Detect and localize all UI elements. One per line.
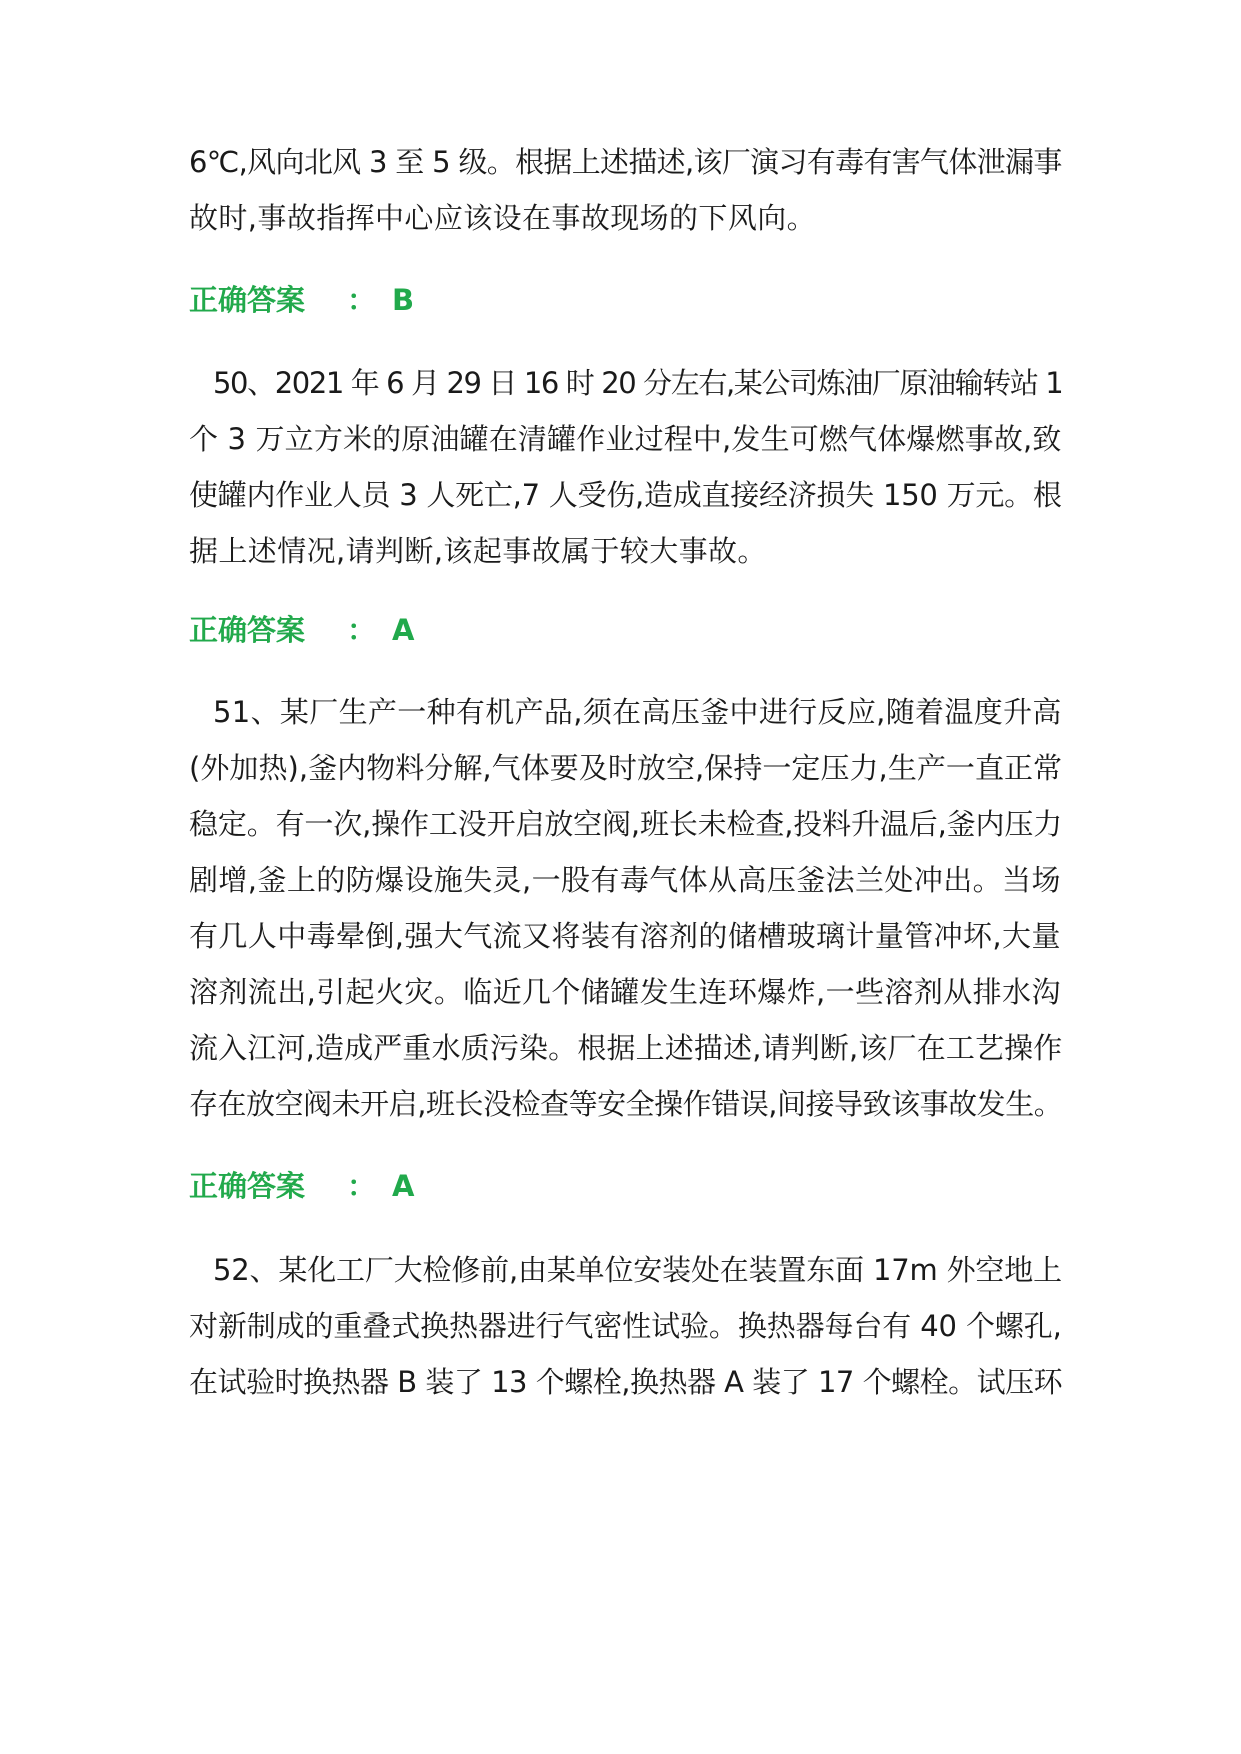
question-51-line-3: 稳定。有一次,操作工没开启放空阀,班长未检查,投料升温后,釜内压力 (189, 807, 1063, 841)
question-51-line-6: 溶剂流出,引起火灾。临近几个储罐发生连环爆炸,一些溶剂从排水沟 (189, 975, 1061, 1009)
answer-colon: ： (347, 283, 377, 317)
answer-colon: ： (347, 613, 377, 647)
question-50-line-3: 使罐内作业人员 3 人死亡,7 人受伤,造成直接经济损失 150 万元。根 (189, 478, 1062, 512)
question-52-line-3: 在试验时换热器 B 装了 13 个螺栓,换热器 A 装了 17 个螺栓。试压环 (189, 1365, 1063, 1399)
answer-value: B (392, 283, 415, 317)
question-52-line-1: 52、某化工厂大检修前,由某单位安装处在装置东面 17m 外空地上 (213, 1253, 1062, 1287)
answer-label: 正确答案 (189, 283, 306, 317)
question-52-line-2: 对新制成的重叠式换热器进行气密性试验。换热器每台有 40 个螺孔, (189, 1309, 1062, 1343)
answer-50 (189, 610, 415, 650)
question-51-line-2: (外加热),釜内物料分解,气体要及时放空,保持一定压力,生产一直正常 (189, 751, 1063, 785)
question-49-line-2: 故时,事故指挥中心应该设在事故现场的下风向。 (189, 201, 817, 235)
question-50-line-1: 50、2021 年 6 月 29 日 16 时 20 分左右,某公司炼油厂原油输转站 1 (213, 366, 1063, 400)
question-51-line-4: 剧增,釜上的防爆设施失灵,一股有毒气体从高压釜法兰处冲出。当场 (189, 863, 1061, 897)
answer-colon: ： (347, 1169, 377, 1203)
question-50-line-4: 据上述情况,请判断,该起事故属于较大事故。 (189, 534, 767, 568)
answer-value: A (392, 1169, 415, 1203)
answer-51 (189, 1166, 415, 1206)
answer-label: 正确答案 (189, 1169, 306, 1203)
question-51-line-5: 有几人中毒晕倒,强大气流又将装有溶剂的储槽玻璃计量管冲坏,大量 (189, 919, 1061, 953)
question-51-line-1: 51、某厂生产一种有机产品,须在高压釜中进行反应,随着温度升高 (213, 695, 1062, 729)
answer-49 (189, 280, 415, 320)
answer-value: A (392, 613, 415, 647)
answer-label: 正确答案 (189, 613, 306, 647)
question-49-line-1: 6℃,风向北风 3 至 5 级。根据上述描述,该厂演习有毒有害气体泄漏事 (189, 145, 1062, 179)
question-50-line-2: 个 3 万立方米的原油罐在清罐作业过程中,发生可燃气体爆燃事故,致 (189, 422, 1062, 456)
question-51-line-7: 流入江河,造成严重水质污染。根据上述描述,请判断,该厂在工艺操作 (189, 1031, 1063, 1065)
question-51-line-8: 存在放空阀未开启,班长没检查等安全操作错误,间接导致该事故发生。 (189, 1087, 1063, 1121)
